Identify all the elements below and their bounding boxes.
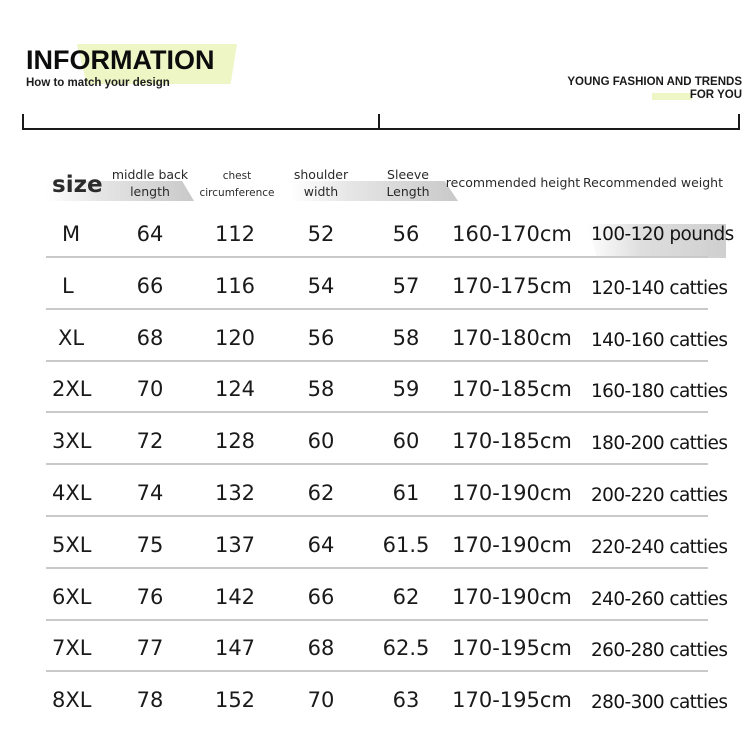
column-header-sleeve-line-1: Sleeve xyxy=(387,167,429,182)
size-cell: 6XL xyxy=(52,584,92,609)
sleeve-cell: 58 xyxy=(392,325,420,350)
height-cell: 170-175cm xyxy=(452,273,572,298)
size-cell: 7XL xyxy=(52,636,92,661)
weight-cell: 180-200 catties xyxy=(591,433,728,455)
shoulder-cell: 58 xyxy=(307,377,335,402)
height-cell: 170-190cm xyxy=(452,532,572,557)
column-header-weight xyxy=(583,174,723,191)
weight-cell: 240-260 catties xyxy=(591,588,728,610)
sleeve-cell: 57 xyxy=(392,273,420,298)
back-cell: 72 xyxy=(136,429,164,454)
page-subtitle: How to match your design xyxy=(26,77,170,89)
page-title: INFORMATION xyxy=(26,45,215,75)
chest-cell: 147 xyxy=(214,636,256,661)
size-cell: 5XL xyxy=(52,532,92,557)
back-cell: 68 xyxy=(136,325,164,350)
sleeve-cell: 59 xyxy=(392,377,420,402)
weight-cell: 280-300 catties xyxy=(591,692,728,714)
weight-cell: 140-160 catties xyxy=(591,329,728,351)
sleeve-cell: 62 xyxy=(392,584,420,609)
shoulder-cell: 64 xyxy=(307,532,335,557)
row-divider xyxy=(46,463,708,465)
tagline xyxy=(567,76,742,102)
size-cell: 8XL xyxy=(52,688,92,713)
back-cell: 66 xyxy=(136,273,164,298)
sleeve-cell: 62.5 xyxy=(382,636,430,661)
sleeve-cell: 61 xyxy=(392,481,420,505)
sleeve-cell: 56 xyxy=(392,222,420,246)
size-cell: L xyxy=(62,273,74,298)
shoulder-cell: 54 xyxy=(307,273,335,298)
tagline-line-1: YOUNG FASHION AND TRENDS xyxy=(567,76,742,88)
size-column-label: size xyxy=(52,172,103,198)
height-cell: 170-190cm xyxy=(452,584,572,609)
back-cell: 75 xyxy=(136,532,164,557)
back-cell: 70 xyxy=(136,377,164,402)
shoulder-cell: 66 xyxy=(307,584,335,609)
shoulder-cell: 60 xyxy=(307,429,335,454)
column-header-weight-line-1: Recommended weight xyxy=(583,175,723,190)
column-header-chest-line-2: circumference xyxy=(199,187,275,199)
weight-cell: 160-180 catties xyxy=(591,381,728,403)
back-cell: 77 xyxy=(136,636,164,661)
row-divider xyxy=(46,515,708,517)
weight-cell: 200-220 catties xyxy=(591,485,728,506)
chest-cell: 116 xyxy=(214,273,256,298)
row-divider xyxy=(46,360,708,362)
chest-cell: 120 xyxy=(214,325,256,350)
chest-cell: 112 xyxy=(214,222,256,246)
shoulder-cell: 56 xyxy=(307,325,335,350)
header-bracket-left xyxy=(22,114,380,130)
back-cell: 78 xyxy=(136,688,164,713)
size-cell: M xyxy=(62,222,81,246)
chest-cell: 142 xyxy=(214,584,256,609)
shoulder-cell: 70 xyxy=(307,688,335,713)
size-cell: 2XL xyxy=(52,377,92,402)
chest-cell: 128 xyxy=(214,429,256,454)
column-header-chest-line-1: chest xyxy=(222,170,252,182)
column-header-sleeve xyxy=(386,166,429,200)
row-divider xyxy=(46,670,708,672)
row-divider xyxy=(46,567,708,569)
weight-cell: 120-140 catties xyxy=(591,277,728,299)
shoulder-cell: 52 xyxy=(307,222,335,246)
height-cell: 170-195cm xyxy=(452,636,572,661)
height-cell: 170-185cm xyxy=(452,429,572,454)
sleeve-cell: 60 xyxy=(392,429,420,454)
chest-cell: 132 xyxy=(214,481,256,505)
column-header-shoulder-line-2: width xyxy=(303,184,339,199)
back-cell: 64 xyxy=(136,222,164,246)
column-header-height-line-1: recommended height xyxy=(445,175,581,190)
height-cell: 170-195cm xyxy=(452,688,572,713)
weight-cell: 260-280 catties xyxy=(591,640,728,662)
height-cell: 170-185cm xyxy=(452,377,572,402)
row-divider xyxy=(46,411,708,413)
shoulder-cell: 68 xyxy=(307,636,335,661)
column-header-back xyxy=(112,166,188,200)
sleeve-cell: 63 xyxy=(392,688,420,713)
column-header-back-line-1: middle back xyxy=(111,167,189,182)
chest-cell: 152 xyxy=(214,688,256,713)
column-header-back-line-2: length xyxy=(130,184,170,199)
sleeve-cell: 61.5 xyxy=(382,532,430,557)
row-divider xyxy=(46,256,708,258)
weight-cell: 220-240 catties xyxy=(591,536,728,558)
header-bracket-right xyxy=(378,114,740,130)
shoulder-cell: 62 xyxy=(307,481,335,505)
chest-cell: 137 xyxy=(214,532,256,557)
back-cell: 74 xyxy=(136,481,164,505)
weight-cell: 100-120 pounds xyxy=(591,224,734,245)
size-cell: XL xyxy=(58,325,85,350)
size-cell: 3XL xyxy=(52,429,92,454)
row-divider xyxy=(46,619,708,621)
chest-cell: 124 xyxy=(214,377,256,402)
height-cell: 160-170cm xyxy=(452,222,572,246)
column-header-chest xyxy=(199,168,274,202)
column-header-shoulder-line-1: shoulder xyxy=(293,167,349,182)
row-divider xyxy=(46,308,708,310)
column-header-height xyxy=(446,174,580,191)
column-header-shoulder xyxy=(294,166,348,200)
height-cell: 170-190cm xyxy=(452,481,572,505)
column-header-sleeve-line-2: Length xyxy=(386,184,430,199)
tagline-line-2: FOR YOU xyxy=(689,89,742,101)
back-cell: 76 xyxy=(136,584,164,609)
height-cell: 170-180cm xyxy=(452,325,572,350)
size-cell: 4XL xyxy=(52,481,92,505)
